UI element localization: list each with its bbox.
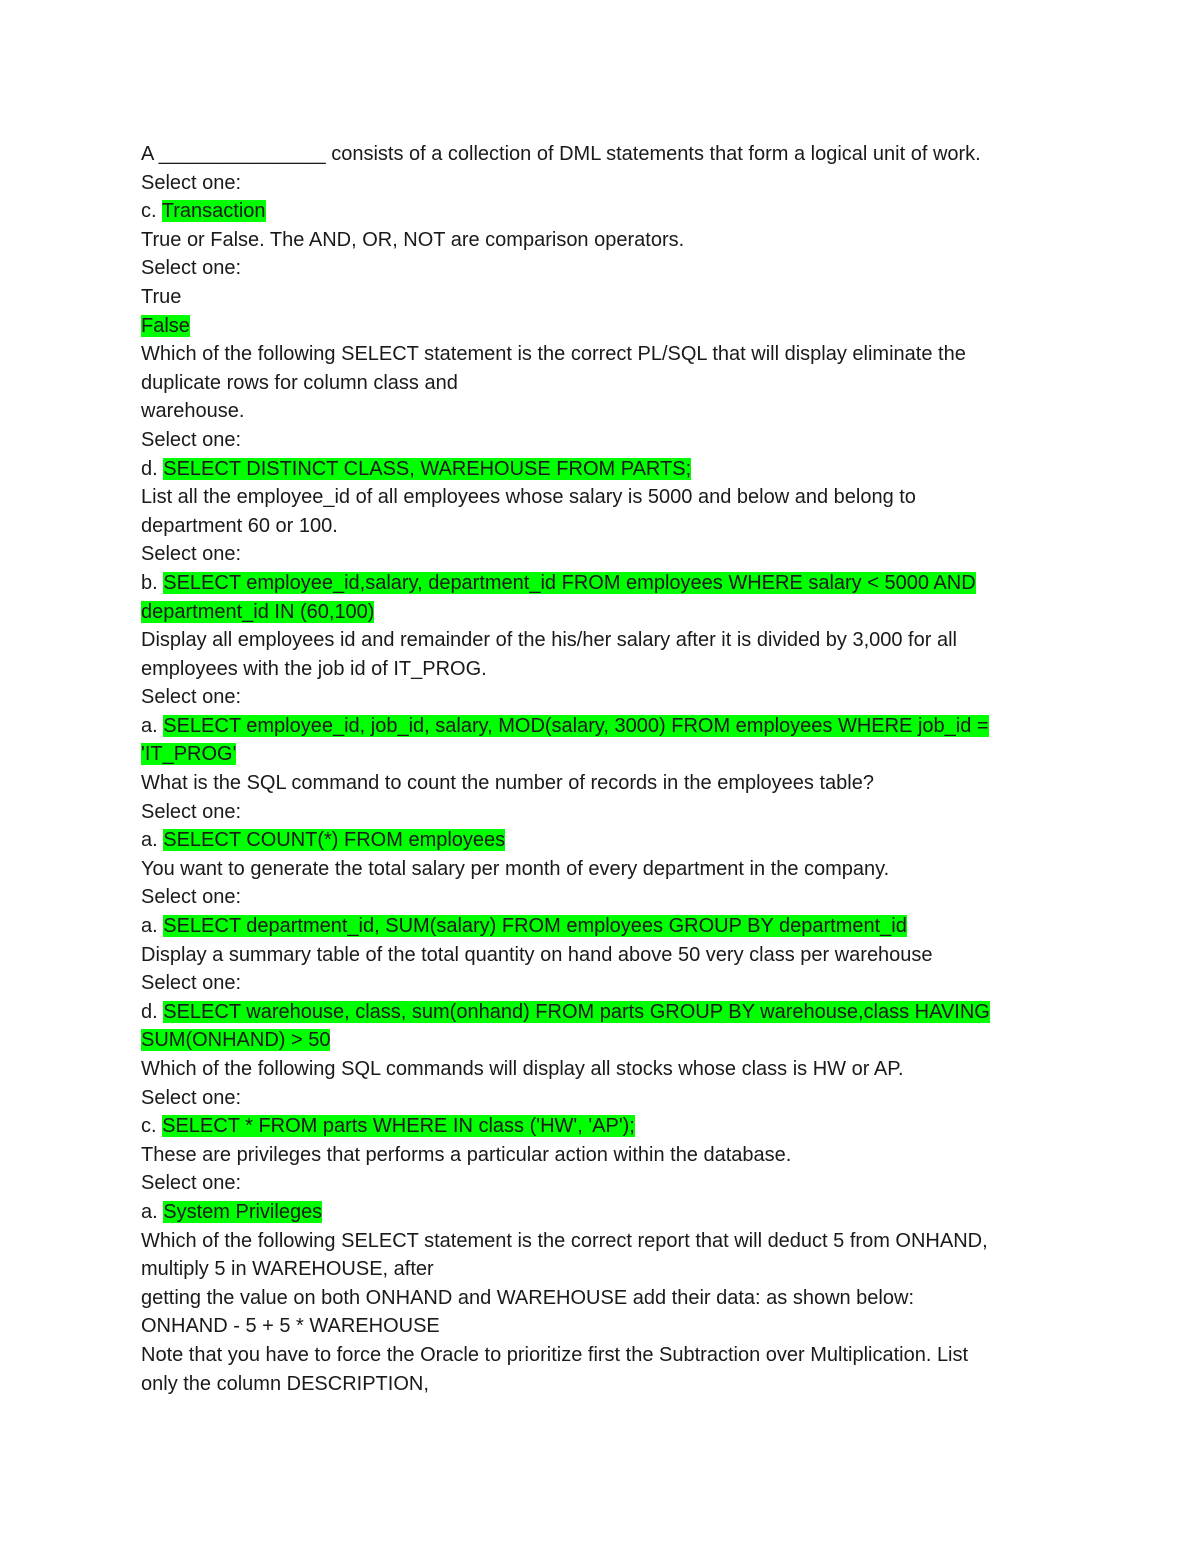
text-line: employees with the job id of IT_PROG. xyxy=(141,657,487,680)
text-line: department 60 or 100. xyxy=(141,514,338,537)
text-line: getting the value on both ONHAND and WAREHOUSE add their data: as shown below: xyxy=(141,1286,914,1309)
answer-option-letter: a. xyxy=(141,829,164,852)
answer-line xyxy=(141,1112,1066,1141)
text-line: duplicate rows for column class and xyxy=(141,371,458,394)
answer-line xyxy=(141,998,1066,1027)
answer-option-letter: b. xyxy=(141,571,164,594)
highlighted-answer: System Privileges xyxy=(163,1200,323,1223)
answer-line xyxy=(141,1026,1066,1055)
answer-line xyxy=(141,712,1066,741)
text-line: Select one: xyxy=(141,886,242,909)
text-line: List all the employee_id of all employees whose salary is 5000 and below and belong to xyxy=(141,486,916,509)
text-line: only the column DESCRIPTION, xyxy=(141,1372,429,1395)
text-line: Which of the following SELECT statement is the correct PL/SQL that will display eliminate the xyxy=(141,343,966,366)
text-line: Which of the following SQL commands will display all stocks whose class is HW or AP. xyxy=(141,1058,904,1080)
text-line: warehouse. xyxy=(141,400,245,423)
answer-option-letter: d. xyxy=(141,1000,164,1023)
answer-option-letter: a. xyxy=(141,1200,164,1223)
answer-option-letter: c. xyxy=(141,200,162,223)
highlighted-answer: SELECT employee_id, job_id, salary, MOD(salary, 3000) FROM employees WHERE job_id = xyxy=(163,714,989,737)
highlighted-answer: SELECT warehouse, class, sum(onhand) FROM parts GROUP BY warehouse,class HAVING xyxy=(163,1000,990,1023)
text-line: Select one: xyxy=(141,800,242,823)
answer-option-letter: a. xyxy=(141,714,164,737)
highlighted-answer: SELECT department_id, SUM(salary) FROM employees GROUP BY department_id xyxy=(163,915,907,938)
text-line: Select one: xyxy=(141,543,242,566)
answer-line xyxy=(141,1198,1066,1227)
answer-line xyxy=(141,912,1066,941)
text-line: You want to generate the total salary per month of every department in the company. xyxy=(141,857,890,880)
highlighted-answer: 'IT_PROG' xyxy=(141,743,237,766)
answer-line xyxy=(141,455,1066,484)
text-line: What is the SQL command to count the number of records in the employees table? xyxy=(141,772,874,795)
text-line: Display a summary table of the total quantity on hand above 50 very class per warehouse xyxy=(141,943,933,966)
text-line: A _______________ consists of a collection of DML statements that form a logical unit of work. xyxy=(141,143,981,165)
answer-line xyxy=(141,598,1066,627)
answer-line xyxy=(141,312,1066,341)
text-line: ONHAND - 5 + 5 * WAREHOUSE xyxy=(141,1315,440,1338)
text-line: Which of the following SELECT statement is the correct report that will deduct 5 from ONHAND, xyxy=(141,1229,988,1252)
text-line: Select one: xyxy=(141,171,242,194)
answer-option-letter: d. xyxy=(141,457,164,480)
text-line: Select one: xyxy=(141,686,242,709)
text-line: Select one: xyxy=(141,972,242,995)
text-line: Select one: xyxy=(141,1172,242,1195)
highlighted-answer: SUM(ONHAND) > 50 xyxy=(141,1029,331,1052)
highlighted-answer: department_id IN (60,100) xyxy=(141,600,375,623)
text-line: These are privileges that performs a particular action within the database. xyxy=(141,1143,792,1166)
highlighted-answer: Transaction xyxy=(161,200,266,223)
highlighted-answer: False xyxy=(141,314,190,337)
highlighted-answer: SELECT COUNT(*) FROM employees xyxy=(163,829,506,852)
highlighted-answer: SELECT employee_id,salary, department_id FROM employees WHERE salary < 5000 AND xyxy=(163,571,976,594)
text-line: True xyxy=(141,285,182,308)
answer-line xyxy=(141,740,1066,769)
highlighted-answer: SELECT * FROM parts WHERE IN class ('HW', 'AP'); xyxy=(162,1115,635,1138)
text-line: Display all employees id and remainder of the his/her salary after it is divided by 3,000 for all xyxy=(141,629,957,652)
text-line: Note that you have to force the Oracle to prioritize first the Subtraction over Multiplication. List xyxy=(141,1343,969,1366)
answer-line xyxy=(141,197,1066,226)
document-page xyxy=(141,140,1066,1398)
text-line: Select one: xyxy=(141,1086,242,1109)
answer-line xyxy=(141,569,1066,598)
answer-option-letter: a. xyxy=(141,915,164,938)
answer-line xyxy=(141,826,1066,855)
text-line: multiply 5 in WAREHOUSE, after xyxy=(141,1258,434,1281)
highlighted-answer: SELECT DISTINCT CLASS, WAREHOUSE FROM PARTS; xyxy=(163,457,692,480)
text-line: Select one: xyxy=(141,428,242,451)
text-line: Select one: xyxy=(141,257,242,280)
answer-option-letter: c. xyxy=(141,1115,163,1138)
text-line: True or False. The AND, OR, NOT are comparison operators. xyxy=(141,228,685,251)
